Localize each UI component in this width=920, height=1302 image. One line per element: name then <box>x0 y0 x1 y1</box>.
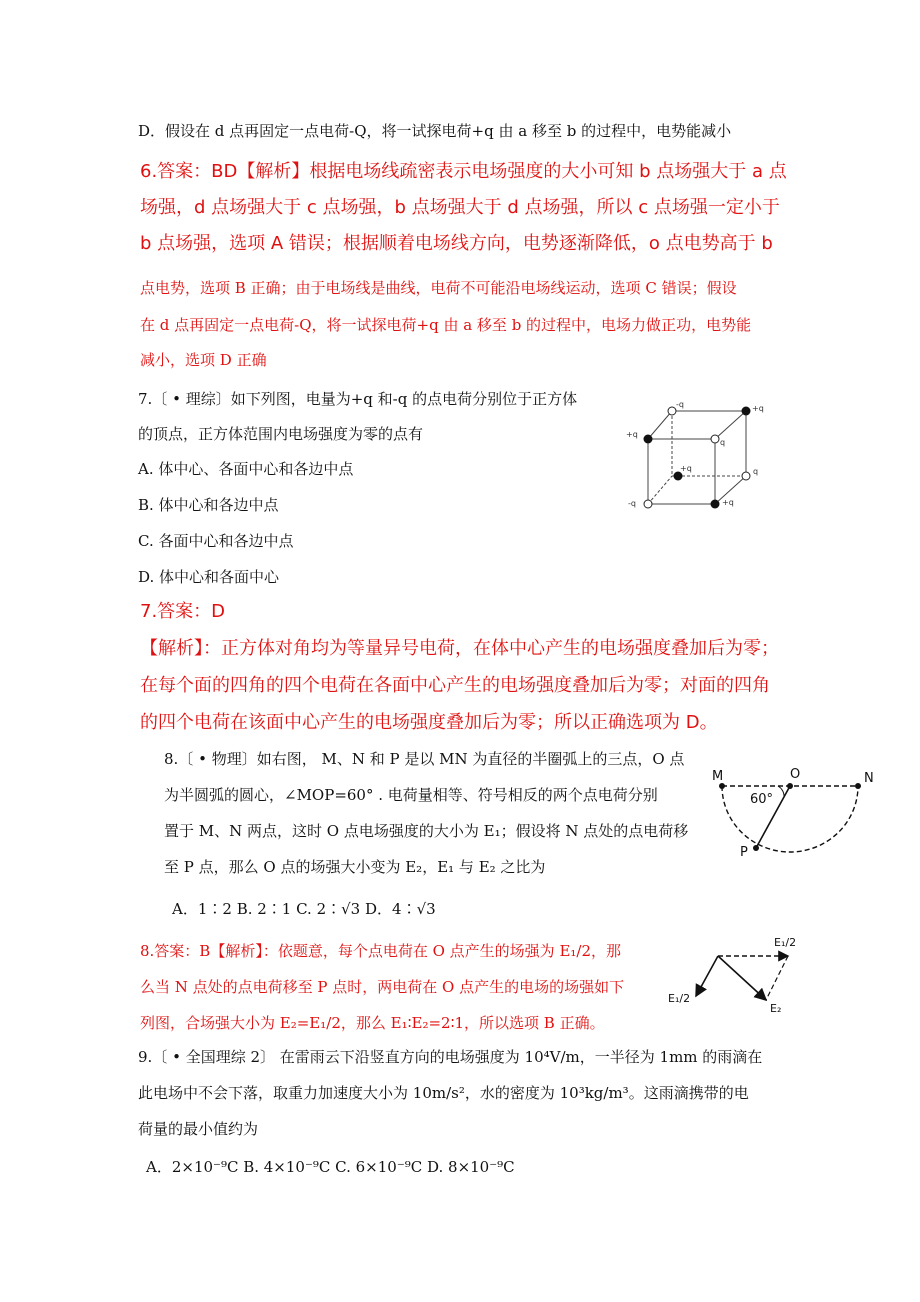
label-bottom-front-left: -q <box>628 499 636 508</box>
label-angle: 60° <box>750 792 774 807</box>
charge-top-front-right <box>711 435 719 443</box>
q8-stem-line4: 至 P 点，那么 O 点的场强大小变为 E₂，E₁ 与 E₂ 之比为 <box>164 858 546 876</box>
label-top-back-right: +q <box>752 404 764 413</box>
label-m: M <box>712 769 724 784</box>
label-bottom-back-left: +q <box>680 464 692 473</box>
q6-option-d: D．假设在 d 点再固定一点电荷-Q，将一试探电荷+q 由 a 移至 b 的过程中，电势能减小 <box>138 122 732 140</box>
q7-answer: 7.答案：D <box>140 601 226 622</box>
q6-answer-line1: 6.答案：BD【解析】根据电场线疏密表示电场强度的大小可知 b 点场强大于 a 点 <box>140 161 787 182</box>
q8-stem-line3: 置于 M、N 两点，这时 O 点电场强度的大小为 E₁；假设将 N 点处的点电荷移 <box>164 822 689 840</box>
label-bottom-back-right: q <box>753 467 759 476</box>
charge-top-back-left <box>668 407 676 415</box>
point-o <box>787 783 793 789</box>
charge-top-front-left <box>644 435 653 444</box>
q8-answer-line3: 列图，合场强大小为 E₂=E₁/2，那么 E₁∶E₂=2∶1，所以选项 B 正确。 <box>140 1014 605 1032</box>
point-p <box>753 845 759 851</box>
q7-stem-line2: 的顶点，正方体范围内电场强度为零的点有 <box>138 425 424 443</box>
vector-label-top: E₁/2 <box>774 936 797 949</box>
vector-label-left: E₁/2 <box>668 992 691 1005</box>
q8-stem-line2: 为半圆弧的圆心，∠MOP=60° . 电荷量相等、符号相反的两个点电荷分别 <box>164 786 658 804</box>
label-p: P <box>740 845 748 860</box>
q8-answer-line1: 8.答案：B【解析】：依题意，每个点电荷在 O 点产生的场强为 E₁/2，那 <box>140 942 621 960</box>
charge-bottom-front-left <box>644 500 652 508</box>
q7-stem-line1: 7.〔 • 理综〕如下列图，电量为+q 和-q 的点电荷分别位于正方体 <box>138 390 578 408</box>
q7-option-d: D. 体中心和各面中心 <box>138 568 280 586</box>
label-n: N <box>864 771 874 786</box>
label-top-front-right: q <box>720 438 726 447</box>
q6-answer-line4: 点电势，选项 B 正确；由于电场线是曲线，电荷不可能沿电场线运动，选项 C 错误；假设 <box>140 279 737 297</box>
point-n <box>855 783 861 789</box>
charge-top-back-right <box>742 407 751 416</box>
q8-options: A．1∶2 B. 2∶1 C. 2∶√3 D．4∶√3 <box>172 900 436 918</box>
q6-answer-line2: 场强，d 点场强大于 c 点场强，b 点场强大于 d 点场强，所以 c 点场强一定小于 <box>140 197 780 218</box>
q7-option-c: C. 各面中心和各边中点 <box>138 532 294 550</box>
vector-label-result: E₂ <box>770 1002 782 1015</box>
q8-answer-line2: 么当 N 点处的点电荷移至 P 点时，两电荷在 O 点产生的电场的场强如下 <box>140 978 625 996</box>
label-o: O <box>790 767 801 782</box>
cube-charge-figure <box>612 393 782 518</box>
q7-analysis-line1: 【解析】：正方体对角均为等量异号电荷，在体中心产生的电场强度叠加后为零； <box>140 638 779 659</box>
label-bottom-front-right: +q <box>722 498 734 507</box>
q8-stem-line1: 8.〔 • 物理〕如右图， M、N 和 P 是以 MN 为直径的半圈弧上的三点，O 点 <box>164 750 685 768</box>
semicircle-figure <box>704 756 880 862</box>
q6-answer-line6: 减小，选项 D 正确 <box>140 351 267 369</box>
q9-stem-line2: 此电场中不会下落，取重力加速度大小为 10m/s²，水的密度为 10³kg/m³。这雨滴携带的电 <box>138 1084 749 1102</box>
q9-stem-line1: 9.〔 • 全国理综 2〕 在雷雨云下沿竖直方向的电场强度为 10⁴V/m，一半径为 1mm 的雨滴在 <box>138 1048 763 1066</box>
q6-answer-line3: b 点场强，选项 A 错误；根据顺着电场线方向，电势逐渐降低，o 点电势高于 b <box>140 233 773 254</box>
charge-bottom-back-right <box>742 472 750 480</box>
charge-bottom-front-right <box>711 500 720 509</box>
vector-figure <box>666 930 806 1016</box>
q7-analysis-line3: 的四个电荷在该面中心产生的电场强度叠加后为零；所以正确选项为 D。 <box>140 712 718 733</box>
label-top-front-left: +q <box>626 430 638 439</box>
q9-options: A．2×10⁻⁹C B. 4×10⁻⁹C C. 6×10⁻⁹C D. 8×10⁻⁹C <box>146 1158 515 1176</box>
q7-option-b: B. 体中心和各边中点 <box>138 496 279 514</box>
q6-answer-line5: 在 d 点再固定一点电荷-Q，将一试探电荷+q 由 a 移至 b 的过程中，电场力做正功，电势能 <box>140 316 752 334</box>
q7-option-a: A. 体中心、各面中心和各边中点 <box>138 460 354 478</box>
label-top-back-left: -q <box>676 400 684 409</box>
q7-analysis-line2: 在每个面的四角的四个电荷在各面中心产生的电场强度叠加后为零；对面的四角 <box>140 675 770 696</box>
q9-stem-line3: 荷量的最小值约为 <box>138 1120 259 1138</box>
